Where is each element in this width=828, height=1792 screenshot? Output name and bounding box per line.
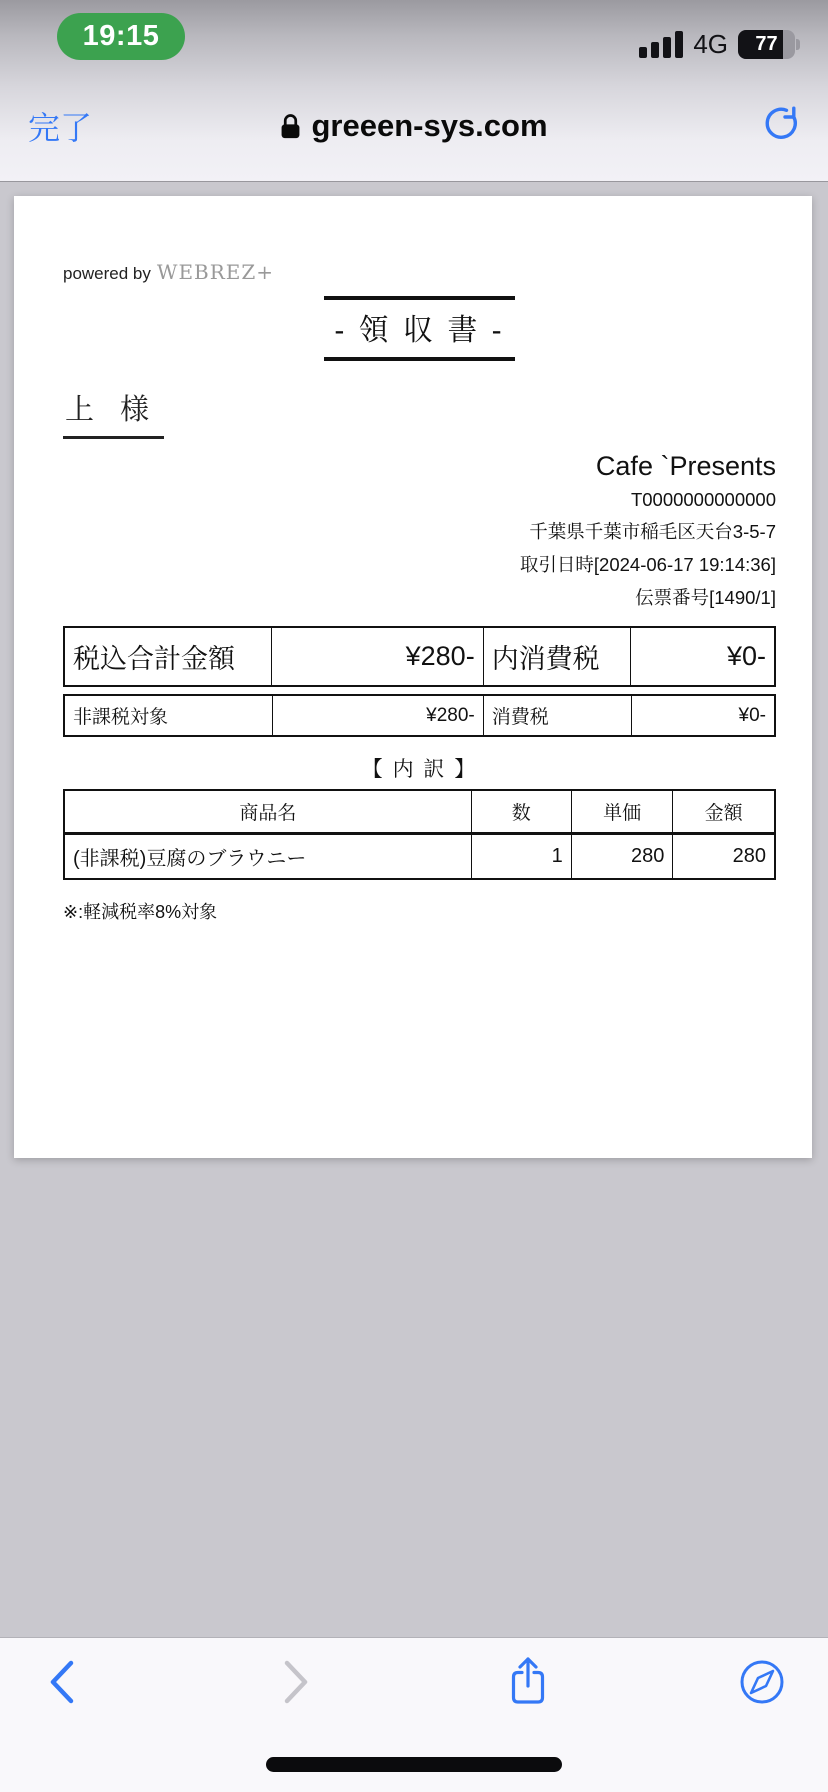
totals-table-exempt	[63, 694, 776, 737]
item-amount: 280	[673, 834, 775, 880]
battery-percent: 77	[755, 32, 778, 55]
share-button[interactable]	[509, 1656, 547, 1711]
included-tax-label: 内消費税	[483, 627, 631, 686]
col-amount: 金額	[673, 790, 775, 834]
reload-button[interactable]	[762, 104, 802, 144]
col-quantity: 数	[471, 790, 571, 834]
forward-button[interactable]	[282, 1660, 310, 1709]
totals-row-main	[64, 627, 775, 686]
item-name: (非課税)豆腐のブラウニー	[64, 834, 471, 880]
totals-row-exempt	[64, 695, 775, 736]
item-unit-price: 280	[571, 834, 673, 880]
top-chrome	[0, 0, 828, 182]
breakdown-header-row	[64, 790, 775, 834]
store-address: 千葉県千葉市稲毛区天台3-5-7	[529, 521, 776, 542]
col-item-name: 商品名	[64, 790, 471, 834]
reduced-tax-note: ※:軽減税率8%対象	[63, 902, 218, 922]
transaction-datetime: 取引日時[2024-06-17 19:14:36]	[519, 554, 776, 575]
slip-number: 伝票番号[1490/1]	[635, 587, 776, 608]
powered-by-label: powered by	[63, 264, 151, 283]
col-unit-price: 単価	[571, 790, 673, 834]
status-bar-right	[639, 26, 800, 62]
total-label: 税込合計金額	[64, 627, 272, 686]
status-time: 19:15	[82, 20, 160, 52]
share-icon	[509, 1656, 547, 1706]
store-name: Cafe `Presents	[595, 451, 776, 481]
chevron-left-icon	[48, 1660, 76, 1704]
total-amount: ¥280-	[272, 627, 483, 686]
network-type-label: 4G	[693, 29, 728, 59]
exempt-amount: ¥280-	[273, 695, 484, 736]
active-call-time-pill[interactable]	[57, 13, 185, 60]
url-field[interactable]	[120, 104, 708, 148]
webrez-brand-logo: WEBREZ+	[156, 260, 275, 284]
open-in-safari-button[interactable]	[738, 1658, 786, 1711]
back-button[interactable]	[48, 1660, 76, 1709]
receipt-card	[14, 196, 812, 1158]
item-quantity: 1	[471, 834, 571, 880]
breakdown-section-title: 【 内 訳 】	[361, 758, 478, 781]
lock-icon	[280, 112, 301, 140]
battery-icon	[738, 30, 800, 59]
registration-number: T0000000000000	[630, 489, 776, 510]
included-tax-amount: ¥0-	[631, 627, 775, 686]
powered-by-row	[63, 260, 776, 284]
receipt-title: - 領 収 書 -	[324, 296, 514, 361]
breakdown-table	[63, 789, 776, 880]
done-button[interactable]: 完了	[28, 110, 93, 146]
addressee-label: 上 様	[63, 387, 164, 439]
tax-amount: ¥0-	[631, 695, 775, 736]
home-indicator[interactable]	[266, 1757, 562, 1772]
chevron-right-icon	[282, 1660, 310, 1704]
compass-icon	[738, 1658, 786, 1706]
exempt-label: 非課税対象	[64, 695, 273, 736]
url-domain-text: greeen-sys.com	[311, 108, 548, 143]
cellular-signal-icon	[639, 31, 683, 58]
breakdown-item-row	[64, 834, 775, 880]
store-info-block	[63, 451, 776, 610]
totals-table-main	[63, 626, 776, 687]
tax-label: 消費税	[483, 695, 631, 736]
